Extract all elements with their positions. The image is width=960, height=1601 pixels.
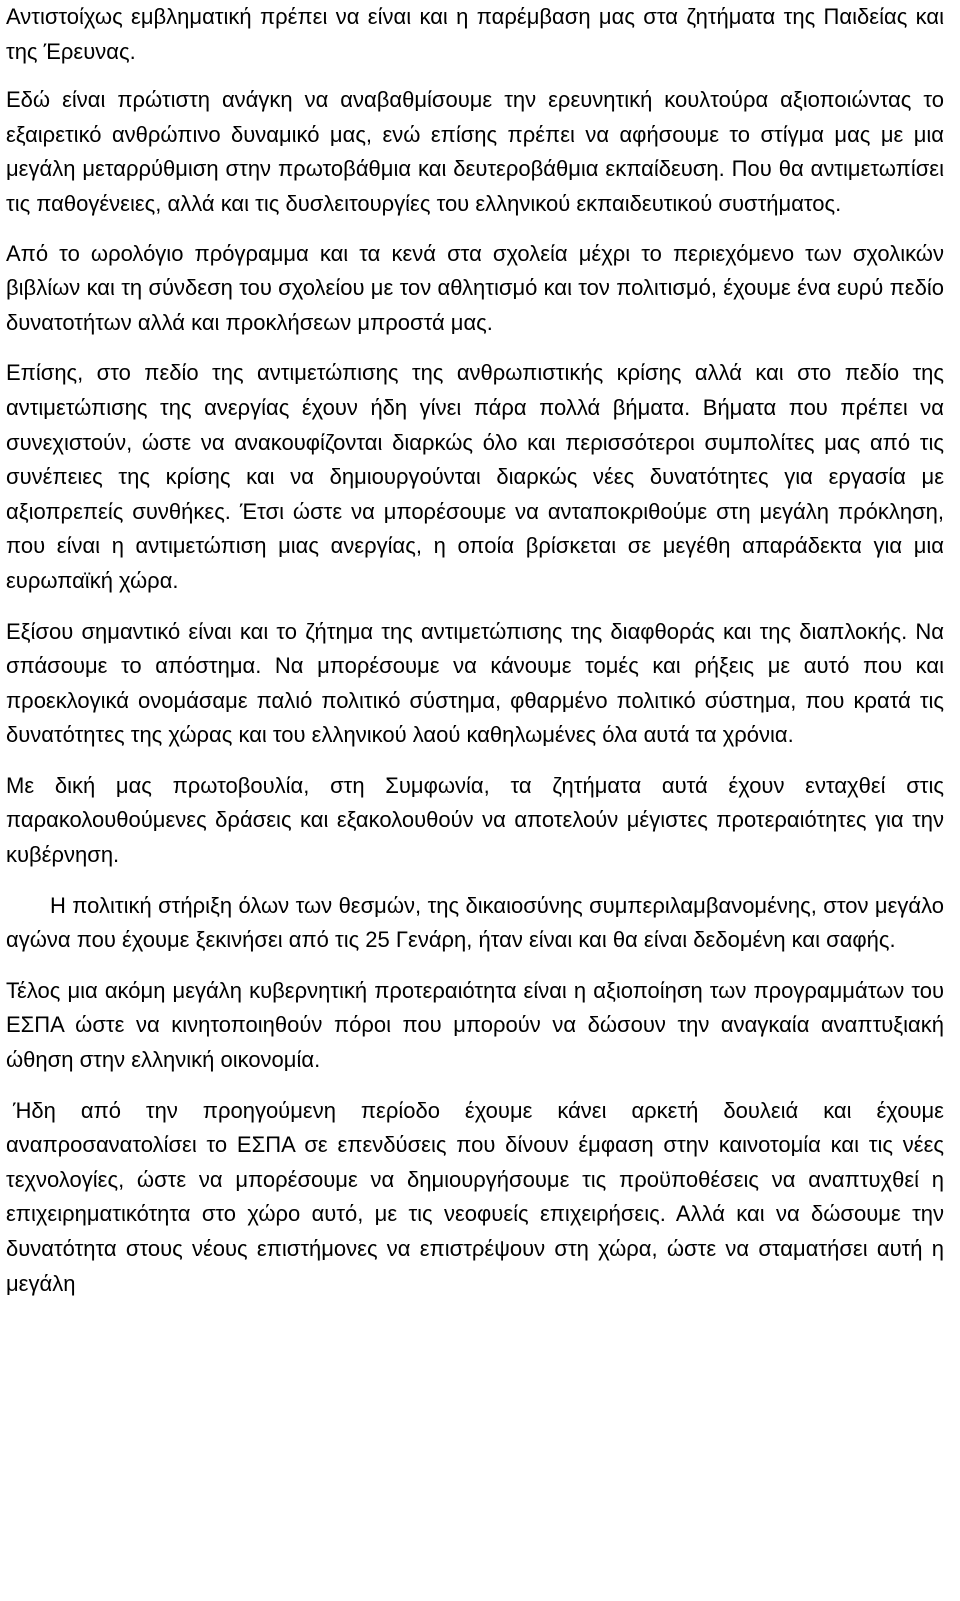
paragraph-political-support: Η πολιτική στήριξη όλων των θεσμών, της δικαιοσύνης συμπεριλαμβανομένης, στον μεγάλο αγώνα που έχουμε ξεκινήσει από τις 25 Γενάρη, ήταν είναι και θα είναι δεδομένη και σαφής.	[6, 892, 944, 953]
paragraph-humanitarian-crisis: Επίσης, στο πεδίο της αντιμετώπισης της ανθρωπιστικής κρίσης αλλά και στο πεδίο της αντιμετώπισης της ανεργίας έχουν ήδη γίνει πάρα πολλά βήματα. Βήματα που πρέπει να συνεχιστούν, ώστε να ανακουφίζονται διαρκώς όλο και περισσότεροι συμπολίτες μας από τις συνέπειες της κρίσης και να δημιουργούνται διαρκώς νέες δυνατότητες για εργασία με αξιοπρεπείς συνθήκες. Έτσι ώστε να μπορέσουμε να ανταποκριθούμε στη μεγάλη πρόκληση, που είναι η αντιμετώπιση μιας ανεργίας, η οποία βρίσκεται σε μεγέθη απαράδεκτα για μια ευρωπαϊκή χώρα.	[6, 360, 944, 593]
document-page	[6, 0, 944, 1301]
paragraph-research-culture: Εδώ είναι πρώτιστη ανάγκη να αναβαθμίσουμε την ερευνητική κουλτούρα αξιοποιώντας το εξαιρετικό ανθρώπινο δυναμικό μας, ενώ επίσης πρέπει να αφήσουμε το στίγμα μας με μια μεγάλη μεταρρύθμιση στην πρωτοβάθμια και δευτεροβάθμια εκπαίδευση. Που θα αντιμετωπίσει τις παθογένειες, αλλά και τις δυσλειτουργίες του ελληνικού εκπαιδευτικού συστήματος.	[6, 87, 944, 216]
paragraph-espa-reorientation: Ήδη από την προηγούμενη περίοδο έχουμε κάνει αρκετή δουλειά και έχουμε αναπροσανατολίσει το ΕΣΠΑ σε επενδύσεις που δίνουν έμφαση στην καινοτομία και τις νέες τεχνολογίες, ώστε να μπορέσουμε να δημιουργήσουμε τις προϋποθέσεις να αναπτυχθεί η επιχειρηματικότητα στο χώρο αυτό, με τις νεοφυείς επιχειρήσεις. Αλλά και να δώσουμε την δυνατότητα στους νέους επιστήμονες να επιστρέψουν στη χώρα, ώστε να σταματήσει αυτή η μεγάλη	[6, 1097, 944, 1296]
paragraph-espa-priority: Τέλος μια ακόμη μεγάλη κυβερνητική προτεραιότητα είναι η αξιοποίηση των προγραμμάτων του ΕΣΠΑ ώστε να κινητοποιηθούν πόροι που μπορούν να δώσουν την αναγκαία αναπτυξιακή ώθηση στην ελληνική οικονομία.	[6, 977, 944, 1073]
paragraph-education-intro: Αντιστοίχως εμβληματική πρέπει να είναι και η παρέμβαση μας στα ζητήματα της Παιδείας και της Έρευνας.	[6, 4, 944, 64]
paragraph-agreement-actions: Με δική μας πρωτοβουλία, στη Συμφωνία, τα ζητήματα αυτά έχουν ενταχθεί στις παρακολουθούμενες δράσεις και εξακολουθούν να αποτελούν μέγιστες προτεραιότητες για την κυβέρνηση.	[6, 772, 944, 868]
paragraph-school-program: Από το ωρολόγιο πρόγραμμα και τα κενά στα σχολεία μέχρι το περιεχόμενο των σχολικών βιβλίων και τη σύνδεση του σχολείου με τον αθλητισμό και τον πολιτισμό, έχουμε ένα ευρύ πεδίο δυνατοτήτων αλλά και προκλήσεων μπροστά μας.	[6, 240, 944, 335]
paragraph-corruption: Εξίσου σημαντικό είναι και το ζήτημα της αντιμετώπισης της διαφθοράς και της διαπλοκής. Να σπάσουμε το απόστημα. Να μπορέσουμε να κάνουμε τομές και ρήξεις με αυτό που και προεκλογικά ονομάσαμε παλιό πολιτικό σύστημα, φθαρμένο πολιτικό σύστημα, που κρατά τις δυνατότητες της χώρας και του ελληνικού λαού καθηλωμένες όλα αυτά τα χρόνια.	[6, 618, 944, 748]
